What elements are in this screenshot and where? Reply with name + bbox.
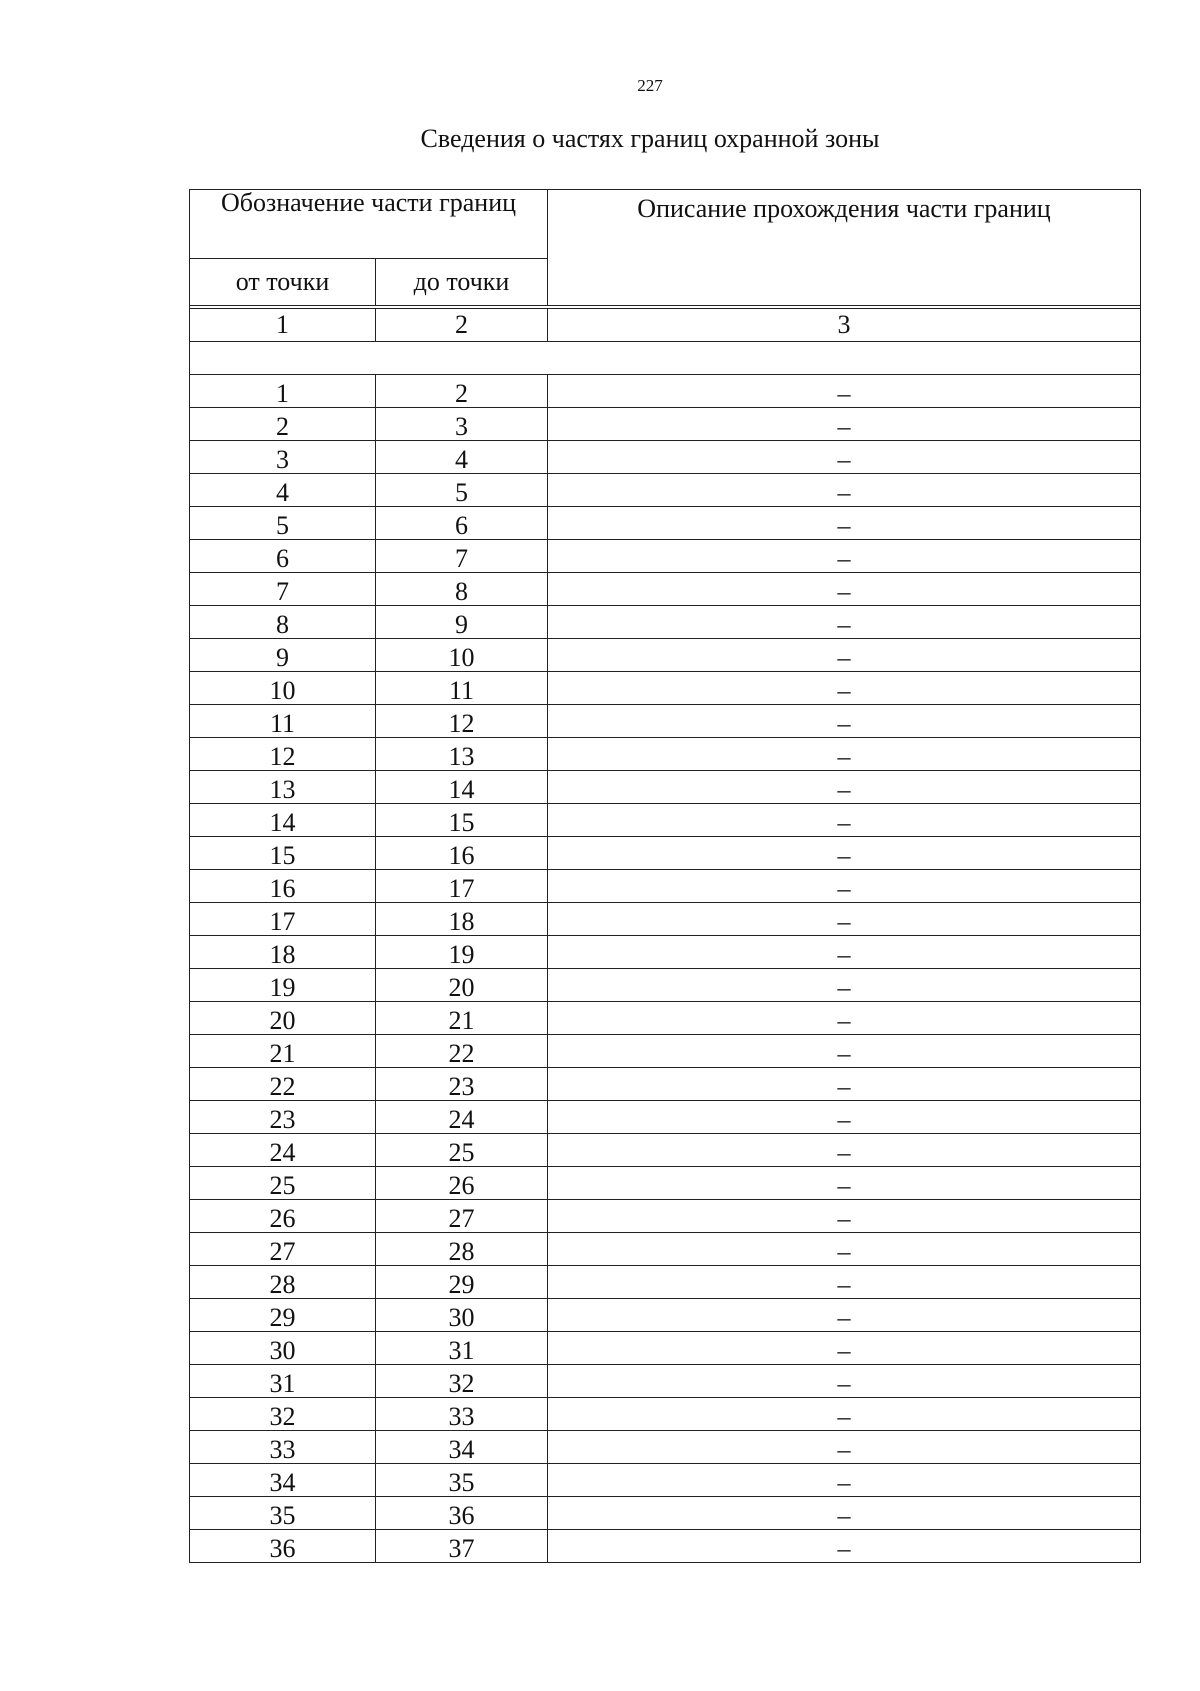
cell-to: 29: [376, 1266, 548, 1299]
cell-to: 12: [376, 705, 548, 738]
cell-desc: –: [548, 1068, 1141, 1101]
table-row: [190, 1398, 1141, 1431]
cell-to: 33: [376, 1398, 548, 1431]
cell-to: 17: [376, 870, 548, 903]
cell-to: 27: [376, 1200, 548, 1233]
table-row: [190, 474, 1141, 507]
cell-from: 24: [190, 1134, 376, 1167]
table-row: [190, 1035, 1141, 1068]
cell-desc: –: [548, 1365, 1141, 1398]
cell-desc: –: [548, 1299, 1141, 1332]
cell-desc: –: [548, 936, 1141, 969]
cell-desc: –: [548, 837, 1141, 870]
cell-to: 4: [376, 441, 548, 474]
table-row: [190, 870, 1141, 903]
cell-to: 22: [376, 1035, 548, 1068]
table-row: [190, 1266, 1141, 1299]
cell-desc: –: [548, 606, 1141, 639]
cell-to: 13: [376, 738, 548, 771]
cell-from: 6: [190, 540, 376, 573]
cell-desc: –: [548, 1167, 1141, 1200]
column-number-3: 3: [548, 309, 1141, 342]
cell-desc: –: [548, 375, 1141, 408]
cell-from: 27: [190, 1233, 376, 1266]
cell-desc: –: [548, 969, 1141, 1002]
page-title: Сведения о частях границ охранной зоны: [420, 124, 880, 153]
cell-desc: –: [548, 738, 1141, 771]
cell-desc: –: [548, 1134, 1141, 1167]
cell-to: 26: [376, 1167, 548, 1200]
table-row: [190, 1068, 1141, 1101]
cell-from: 34: [190, 1464, 376, 1497]
table-row: [190, 1200, 1141, 1233]
cell-from: 30: [190, 1332, 376, 1365]
table-row: [190, 969, 1141, 1002]
table-row: [190, 936, 1141, 969]
header-description: Описание прохождения части границ: [548, 190, 1141, 306]
cell-desc: –: [548, 573, 1141, 606]
cell-to: 5: [376, 474, 548, 507]
table-row: [190, 1233, 1141, 1266]
header-from-point: от точки: [190, 259, 376, 306]
cell-from: 29: [190, 1299, 376, 1332]
cell-from: 23: [190, 1101, 376, 1134]
cell-desc: –: [548, 1035, 1141, 1068]
table-row: [190, 606, 1141, 639]
table-row: [190, 903, 1141, 936]
cell-from: 14: [190, 804, 376, 837]
cell-to: 24: [376, 1101, 548, 1134]
table-row: [190, 1497, 1141, 1530]
cell-from: 17: [190, 903, 376, 936]
cell-desc: –: [548, 1431, 1141, 1464]
cell-desc: –: [548, 639, 1141, 672]
cell-from: 18: [190, 936, 376, 969]
cell-desc: –: [548, 1398, 1141, 1431]
table-row: [190, 375, 1141, 408]
cell-to: 11: [376, 672, 548, 705]
cell-desc: –: [548, 474, 1141, 507]
cell-desc: –: [548, 540, 1141, 573]
table-row: [190, 672, 1141, 705]
cell-desc: –: [548, 1530, 1141, 1563]
cell-from: 8: [190, 606, 376, 639]
cell-from: 1: [190, 375, 376, 408]
cell-to: 23: [376, 1068, 548, 1101]
cell-from: 33: [190, 1431, 376, 1464]
table-body: [190, 190, 1141, 1563]
column-number-2: 2: [376, 309, 548, 342]
column-number-1: 1: [190, 309, 376, 342]
table-row: [190, 507, 1141, 540]
cell-desc: –: [548, 408, 1141, 441]
cell-from: 19: [190, 969, 376, 1002]
cell-from: 28: [190, 1266, 376, 1299]
table-row: [190, 441, 1141, 474]
cell-from: 32: [190, 1398, 376, 1431]
cell-to: 34: [376, 1431, 548, 1464]
table-row: [190, 639, 1141, 672]
cell-from: 2: [190, 408, 376, 441]
table-row: [190, 705, 1141, 738]
table-row: [190, 408, 1141, 441]
boundary-parts-table: [189, 189, 1141, 1563]
cell-from: 10: [190, 672, 376, 705]
cell-desc: –: [548, 507, 1141, 540]
table-row: [190, 837, 1141, 870]
cell-to: 30: [376, 1299, 548, 1332]
column-number-row: [190, 309, 1141, 342]
cell-to: 14: [376, 771, 548, 804]
cell-to: 35: [376, 1464, 548, 1497]
table-row: [190, 1365, 1141, 1398]
table-row: [190, 1134, 1141, 1167]
cell-to: 18: [376, 903, 548, 936]
table-row: [190, 1431, 1141, 1464]
cell-to: 2: [376, 375, 548, 408]
cell-to: 16: [376, 837, 548, 870]
cell-from: 36: [190, 1530, 376, 1563]
cell-from: 26: [190, 1200, 376, 1233]
cell-desc: –: [548, 771, 1141, 804]
table-row: [190, 1530, 1141, 1563]
header-to-point: до точки: [376, 259, 548, 306]
cell-to: 25: [376, 1134, 548, 1167]
table-row: [190, 738, 1141, 771]
cell-desc: –: [548, 1233, 1141, 1266]
cell-desc: –: [548, 1002, 1141, 1035]
cell-desc: –: [548, 903, 1141, 936]
cell-to: 10: [376, 639, 548, 672]
cell-from: 13: [190, 771, 376, 804]
page-number: 227: [637, 76, 663, 95]
cell-to: 19: [376, 936, 548, 969]
cell-from: 12: [190, 738, 376, 771]
cell-desc: –: [548, 705, 1141, 738]
table-row: [190, 1332, 1141, 1365]
cell-to: 36: [376, 1497, 548, 1530]
cell-to: 32: [376, 1365, 548, 1398]
table-row: [190, 771, 1141, 804]
cell-from: 35: [190, 1497, 376, 1530]
cell-from: 4: [190, 474, 376, 507]
cell-to: 9: [376, 606, 548, 639]
cell-desc: –: [548, 1464, 1141, 1497]
cell-desc: –: [548, 1101, 1141, 1134]
cell-from: 11: [190, 705, 376, 738]
cell-from: 20: [190, 1002, 376, 1035]
cell-from: 31: [190, 1365, 376, 1398]
cell-desc: –: [548, 1266, 1141, 1299]
cell-to: 37: [376, 1530, 548, 1563]
cell-desc: –: [548, 441, 1141, 474]
cell-to: 15: [376, 804, 548, 837]
table-row: [190, 1167, 1141, 1200]
cell-desc: –: [548, 672, 1141, 705]
table-row: [190, 573, 1141, 606]
cell-from: 9: [190, 639, 376, 672]
table-row: [190, 1002, 1141, 1035]
table-row: [190, 1299, 1141, 1332]
table-row: [190, 1464, 1141, 1497]
table-row: [190, 1101, 1141, 1134]
cell-to: 28: [376, 1233, 548, 1266]
section-label: [190, 342, 1141, 375]
cell-from: 22: [190, 1068, 376, 1101]
cell-to: 31: [376, 1332, 548, 1365]
table-row: [190, 540, 1141, 573]
cell-to: 7: [376, 540, 548, 573]
cell-to: 21: [376, 1002, 548, 1035]
cell-desc: –: [548, 804, 1141, 837]
cell-from: 7: [190, 573, 376, 606]
table-row: [190, 804, 1141, 837]
table-header-row: [190, 190, 1141, 259]
cell-to: 8: [376, 573, 548, 606]
cell-desc: –: [548, 1332, 1141, 1365]
cell-to: 3: [376, 408, 548, 441]
cell-to: 6: [376, 507, 548, 540]
cell-from: 15: [190, 837, 376, 870]
cell-from: 25: [190, 1167, 376, 1200]
section-row: [190, 342, 1141, 375]
header-designation: Обозначение части границ: [190, 190, 548, 259]
cell-desc: –: [548, 1497, 1141, 1530]
cell-from: 3: [190, 441, 376, 474]
cell-desc: –: [548, 1200, 1141, 1233]
cell-from: 16: [190, 870, 376, 903]
cell-to: 20: [376, 969, 548, 1002]
cell-desc: –: [548, 870, 1141, 903]
cell-from: 5: [190, 507, 376, 540]
cell-from: 21: [190, 1035, 376, 1068]
